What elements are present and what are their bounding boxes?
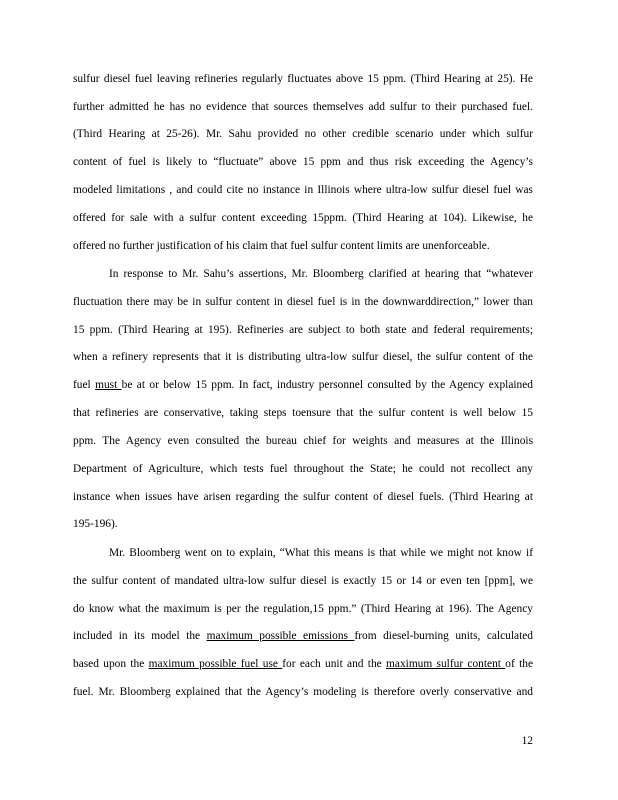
text-line: (Third Hearing at 25-26). Mr. Sahu provided no other credible scenario under which sulfur bbox=[73, 128, 533, 140]
text-line: do know what the maximum is per the regulation,15 ppm.” (Third Hearing at 196). The Agency bbox=[73, 603, 533, 615]
text-line: included in its model the maximum possible emissions from diesel-burning units, calculated bbox=[73, 630, 533, 642]
text-line: Department of Agriculture, which tests fuel throughout the State; he could not recollect any bbox=[73, 463, 533, 475]
text-line: ppm. The Agency even consulted the bureau chief for weights and measures at the Illinois bbox=[73, 435, 533, 447]
text-line: sulfur diesel fuel leaving refineries regularly fluctuates above 15 ppm. (Third Hearing at 25). He bbox=[73, 73, 533, 85]
page-number: 12 bbox=[521, 735, 533, 747]
text-line: instance when issues have arisen regarding the sulfur content of diesel fuels. (Third Hearing at bbox=[73, 491, 533, 503]
text-line: 195-196). bbox=[73, 518, 118, 530]
underlined-text: must bbox=[95, 379, 122, 391]
text-line: that refineries are conservative, taking steps toensure that the sulfur content is well below 15 bbox=[73, 407, 533, 419]
text-line: offered for sale with a sulfur content exceeding 15ppm. (Third Hearing at 104). Likewise, he bbox=[73, 212, 533, 224]
text-line: when a refinery represents that it is distributing ultra-low sulfur diesel, the sulfur content of the bbox=[73, 351, 533, 363]
text-line: fuel must be at or below 15 ppm. In fact, industry personnel consulted by the Agency explained bbox=[73, 379, 533, 391]
text-line: content of fuel is likely to “fluctuate” above 15 ppm and thus risk exceeding the Agency’s bbox=[73, 156, 533, 168]
text-line: 15 ppm. (Third Hearing at 195). Refineries are subject to both state and federal requirements; bbox=[73, 324, 533, 336]
underlined-text: maximum possible emissions bbox=[206, 630, 355, 642]
text-line: further admitted he has no evidence that sources themselves add sulfur to their purchased fuel. bbox=[73, 101, 533, 113]
underlined-text: maximum possible fuel use bbox=[148, 658, 283, 670]
underlined-text: maximum sulfur content bbox=[386, 658, 506, 670]
text-line: the sulfur content of mandated ultra-low sulfur diesel is exactly 15 or 14 or even ten [ppm], we bbox=[73, 575, 533, 587]
text-line: fuel. Mr. Bloomberg explained that the Agency’s modeling is therefore overly conservative and bbox=[73, 686, 533, 698]
text-line: offered no further justification of his claim that fuel sulfur content limits are unenforceable. bbox=[73, 240, 490, 252]
text-line: based upon the maximum possible fuel use for each unit and the maximum sulfur content of the bbox=[73, 658, 533, 670]
paragraph-first-line: In response to Mr. Sahu’s assertions, Mr. Bloomberg clarified at hearing that “whatever bbox=[109, 268, 533, 280]
paragraph-first-line: Mr. Bloomberg went on to explain, “What this means is that while we might not know if bbox=[109, 547, 533, 559]
text-line: modeled limitations , and could cite no instance in Illinois where ultra-low sulfur diesel fuel was bbox=[73, 184, 533, 196]
text-line: fluctuation there may be in sulfur content in diesel fuel is in the downwarddirection,” lower than bbox=[73, 296, 533, 308]
